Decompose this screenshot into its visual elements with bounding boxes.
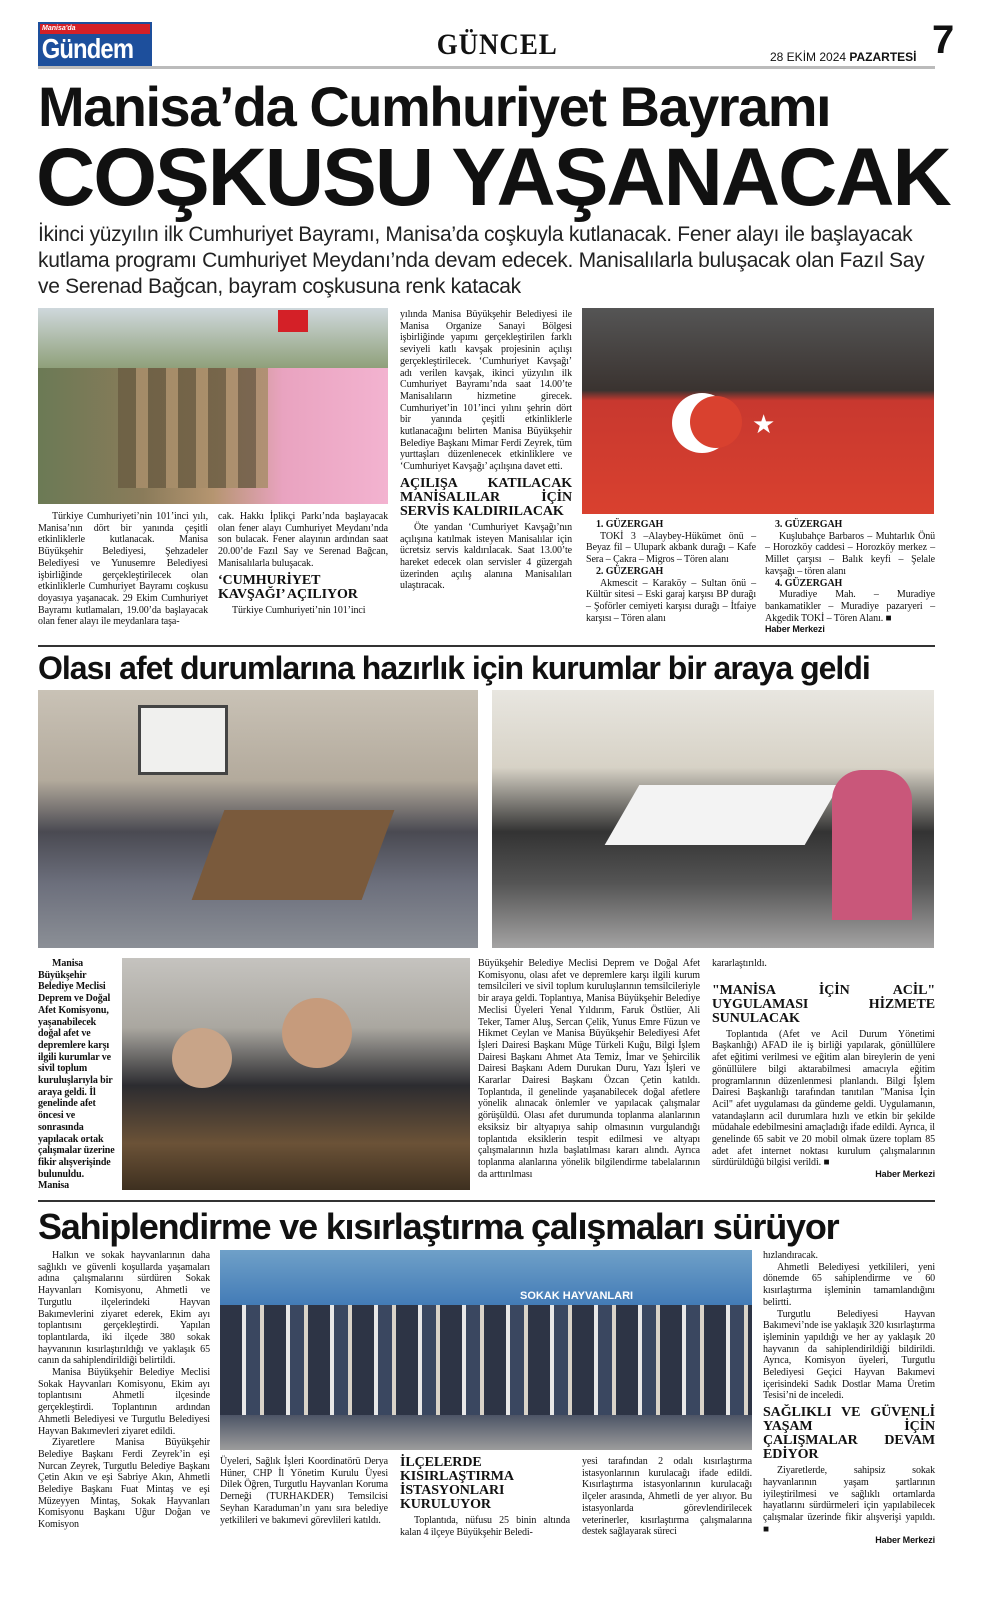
article-column: [400, 1456, 570, 1538]
article-column: [38, 511, 208, 628]
day-text: PAZARTESİ: [849, 50, 917, 64]
star-icon: ★: [752, 410, 776, 439]
paragraph: Akmescit – Karaköy – Sultan önü – Kültür sitesi – Eski garaj karşısı BP durağı – Şoförler cemiyeti karşısı durağı – İtfaiye karşısı – Tören alanı: [586, 577, 756, 624]
paragraph: Türkiye Cumhuriyeti’nin 101’inci yılı, Manisa’nın dört bir yanında çeşitli etkinliklerle kutlanacak. Manisa Büyükşehir Belediyesi, Şehzadeler Belediyesi ve Yunusemre Belediyesi işbirliğinde gerçekleştirilecek olan etkinliklerle Cumhuriyet Bayramı coşkusu doyasıya yaşanacak. 29 Ekim Cumhuriyet Bayramı kutlamaları, 19.00’da başlayacak olan fener alayı ile meydanlara taşa-: [38, 511, 208, 628]
paragraph: Ziyaretlerde, sahipsiz sokak hayvanlarının yaşam şartlarının iyileştirilmesi ve sağlıklı ortamlarda hayatlarını sürdürmeleri için yapılabilecek çalışmalar üzerinde fikir alışverişi yapıldı. ■: [763, 1465, 935, 1535]
subheading: ‘CUMHURİYET KAVŞAĞI’ AÇILIYOR: [218, 572, 358, 602]
article-column: [218, 511, 388, 616]
headline-secondary: COŞKUSU YAŞANACAK: [36, 132, 950, 223]
headline: Olası afet durumlarına hazırlık için kurumlar bir araya geldi: [38, 650, 870, 686]
meeting-photo: [122, 958, 470, 1190]
paragraph: Halkın ve sokak hayvanlarının daha sağlıklı ve güvenli koşullarda yaşamaları adına çalışmalarını sürdüren Sokak Hayvanları Komisyonu, Ahmetli ve Turgutlu ilçelerindeki Hayvan Bakımevlerini ziyaret ederek, Ekim ayı toplantısını gerçekleştirdi. Yapılan toplantılarda, iki ilçede 380 sokak hayvanının kısırlaştırıldığı ve yaklaşık 65 canın da sahiplendirildiği belirtildi.: [38, 1250, 210, 1367]
paragraph: 2. GÜZERGAH: [596, 565, 664, 577]
newspaper-logo: [38, 22, 152, 66]
divider: [38, 66, 935, 69]
paragraph: TOKİ 3 –Alaybey-Hükümet önü – Beyaz fil – Ulupark akbank durağı – Kafe Sera – Çakra – Migros – Tören alanı: [586, 530, 756, 566]
page-number: 7: [932, 18, 955, 62]
byline: Haber Merkezi: [875, 1169, 935, 1180]
paragraph: yesi tarafından 2 odalı kısırlaştırma istasyonlarının kurulacağı ifade edildi. Kısırlaştırma istasyonlarının kurulacağı ilçeler arasında, Ahmetli de yer alıyor. Bu istasyonlarda görevlendirilecek veterinerler, kısırlaştırma çalışmalarına destek sağlayarak süreci: [582, 1456, 752, 1538]
subheading: "MANİSA İÇİN ACİL" UYGULAMASI HİZMETE SUNULACAK: [712, 982, 935, 1026]
route-list: [765, 519, 935, 634]
headline-main: Manisa’da Cumhuriyet Bayramı: [38, 75, 831, 138]
paragraph: Büyükşehir Belediye Meclisi Deprem ve Doğal Afet Komisyonu, olası afet ve depremlere karşı ilgili kurum temsilcileri ve sivil toplum kuruluşlarının temsilcileriyle bir araya geldi. Toplantıya, Manisa Büyükşehir Belediye Meclisi Üyeleri Yenal Yıldırım, Faruk Östlüer, Ali Teker, Tamer Aluş, Sercan Çelik, Yunus Emre Füzun ve Hikmet Ceylan ve Manisa Büyükşehir Belediyesi Afet İşleri Dairesi Başkanı Müge Türkeli Kuğu, Bilgi İşlem Dairesi Başkanı Ahmet Ata Temiz, İmar ve Şehircilik Dairesi Başkanı Adem Durukan Duru, Yazı İşleri ve Kararlar Dairesi Başkanı Özcan Çetin katıldı. Toplantıda, il genelinde yaşanabilecek doğal afetlere yönelik alınacak önlemler ve yapılacak çalışmalar görüşüldü. Olası afet durumunda toplanma alanlarının eksiksiz bir altyapıya sahip olmasının vurgulandığı toplantıda eksiklerin tespit edilmesi ve altyapı çalışmalarının hızla başlatılması kararı alındı. Ayrıca toplanma alanlarına yönelik bilgilendirme tabelalarının da arttırılması: [478, 958, 700, 1180]
paragraph: Öte yandan ‘Cumhuriyet Kavşağı’nın açılışına katılmak isteyen Manisalılar için ücretsiz servis kaldırılacak. Saat 13.00’te hareket edecek olan servisler 4 güzergah üzerinden açılış alanına Manisalıları ulaştıracak.: [400, 521, 572, 592]
article-column: [38, 1250, 210, 1531]
paragraph: Toplantıda (Afet ve Acil Durum Yönetimi Başkanlığı) AFAD ile iş birliği yapılarak, gönüllülere afet eğitimi verilmesi ve eğitim alan bireylerin de yeni gönüllülere bilgi aktarabilmesi amacıyla eğitim programlarının düzenlenmesi planlandı. Bilgi İşlem Dairesi Başkanlığı tarafından tanıtılan "Manisa İçin Acil" afet uygulaması da gündeme geldi. Uygulamanın, vatandaşların acil durumlara hızlı ve etkin bir şekilde müdahale edebilmesini amaçladığı ifade edildi. Ayrıca, il genelinde 65 sabit ve 20 mobil olmak üzere toplam 85 adet afet internet noktası kurulum çalışmalarının sürdürüldüğü bilgisi verildi. ■: [712, 1028, 935, 1169]
date-text: 28 EKİM 2024: [770, 50, 847, 64]
byline: Haber Merkezi: [765, 624, 825, 635]
section-title: GÜNCEL: [436, 28, 558, 61]
paragraph: yılında Manisa Büyükşehir Belediyesi ile Manisa Organize Sanayi Bölgesi işbirliğinde yapımı gerçekleştirilen farklı seviyeli katlı kavşak projesinin açılışı gerçekleştirilecek. ‘Cumhuriyet Kavşağı’ adı verilen kavşak, ikinci yüzyılın ilk Cumhuriyet Bayramı’nda saat 14.00’te Manisalıların hizmetine girecek. Cumhuriyet’in 101’inci yılını şehrin dört bir yanında çeşitli etkinliklerle kutlanacağını belirten Manisa Büyükşehir Belediye Başkanı Mimar Ferdi Zeyrek, tüm yurttaşları düzenlenecek etkinliklere ve ‘Cumhuriyet Kavşağı’ açılışına davet etti.: [400, 309, 572, 473]
subheading: İLÇELERDE KISIRLAŞTIRMA İSTASYONLARI KURULUYOR: [400, 1455, 514, 1512]
issue-date: [770, 50, 917, 64]
banner-text: SOKAK HAYVANLARI: [520, 1290, 634, 1302]
paragraph: Muradiye Mah. – Muradiye bankamatikler – Muradiye pazaryeri – Akgedik TOKİ – Tören Alanı. ■: [765, 589, 935, 624]
parade-photo: [38, 308, 388, 504]
article-column: [712, 958, 935, 1179]
paragraph: Türkiye Cumhuriyeti’nin 101’inci: [232, 604, 366, 616]
paragraph: cak. Hakkı İplikçi Parkı’nda başlayacak olan fener alayı Cumhuriyet Meydanı’nda son bulacak. Fener alayının ardından saat 20.00’de Fazıl Say ve Serenad Bağcan, Manisalılarla buluşacak.: [218, 511, 388, 569]
subheading: AÇILIŞA KATILACAK MANİSALILAR İÇİN SERVİS KALDIRILACAK: [400, 475, 572, 519]
article-column: [763, 1250, 935, 1545]
paragraph: 4. GÜZERGAH: [775, 577, 843, 589]
meeting-photo: [38, 690, 478, 948]
paragraph: 1. GÜZERGAH: [596, 519, 664, 530]
paragraph: Ziyaretlere Manisa Büyükşehir Belediye Başkanı Ferdi Zeyrek’in eşi Nurcan Zeyrek, Turgutlu Belediye Başkanı Çetin Akın ve eşi Sabriye Akın, Ahmetli Belediye Başkanı Fuat Mintaş ve eşi Müzeyyen Mintaş, Sokak Hayvanları Komisyonu Başkanı Uğur Doğan ve Komisyon: [38, 1437, 210, 1531]
article-column: [582, 1456, 752, 1538]
logo-name: Gündem: [41, 33, 134, 64]
paragraph: Manisa Büyükşehir Belediye Meclisi Deprem ve Doğal Afet Komisyonu, yaşanabilecek doğal afet ve depremlere karşı ilgili kurumlar ve sivil toplum kuruluşlarıyla bir araya geldi. İl genelinde afet öncesi ve sonrasında yapılacak ortak çalışmalar üzerine fikir alışverişinde bulunuldu. Manisa: [38, 958, 115, 1192]
article-column: [400, 309, 572, 592]
route-list: [586, 519, 756, 624]
headline: Sahiplendirme ve kısırlaştırma çalışmaları sürüyor: [38, 1206, 839, 1247]
story-deck: İkinci yüzyılın ilk Cumhuriyet Bayramı, Manisa’da coşkuyla kutlanacak. Fener alayı ile başlayacak kutlama programı Cumhuriyet Meydanı’nda devam edecek. Manisalılarla buluşacak olan Fazıl Say ve Serenad Bağcan, bayram coşkusuna renk katacak: [38, 223, 925, 298]
flag-crowd-photo: [582, 308, 934, 514]
subheading: SAĞLIKLI VE GÜVENLİ YAŞAM İÇİN ÇALIŞMALAR DEVAM EDİYOR: [763, 1405, 935, 1463]
paragraph: 3. GÜZERGAH: [775, 519, 843, 530]
meeting-photo: [492, 690, 934, 948]
paragraph: Üyeleri, Sağlık İşleri Koordinatörü Derya Hüner, CHP İl Yönetim Kurulu Üyesi Dilek Öğren, Turgutlu Hayvanları Koruma Derneği (TURHAKDER) Temsilcisi Seyhan Karaduman’ın yanı sıra belediye yetkilileri ve bakımevi görevlileri katıldı.: [220, 1456, 388, 1526]
paragraph: Toplantıda, nüfusu 25 binin altında kalan 4 ilçeye Büyükşehir Beledi-: [400, 1515, 570, 1538]
logo-top: Manisa'da: [40, 24, 150, 34]
article-column: [220, 1456, 388, 1526]
paragraph: Manisa Büyükşehir Belediye Meclisi Sokak Hayvanları Komisyonu, Ekim ayı toplantısını Ahmetli ilçesinde gerçekleştirdi. Toplantının ardından Ahmetli Belediyesi ve Turgutlu Belediyesi Hayvan Bakımevleri ziyaret edildi.: [38, 1367, 210, 1437]
article-column: [38, 958, 116, 1192]
divider: [38, 645, 935, 647]
paragraph: kararlaştırıldı.: [712, 958, 767, 969]
paragraph: Ahmetli Belediyesi yetkilileri, yeni dönemde 65 sahiplendirme ve 60 kısırlaştırma işleminin tamamlandığını belirtti.: [763, 1261, 935, 1308]
paragraph: Turgutlu Belediyesi Hayvan Bakımevi’nde ise yaklaşık 320 kısırlaştırma işleminin yapıldığı ve her ay yaklaşık 20 hayvanın da sahiplendirildiği bildirildi. Ayrıca, Komisyon üyeleri, Turgutlu Belediyesi Geçici Hayvan Bakımevi içerisindeki Sadık Dostlar Mama Üretim Tesisi’ni de inceledi.: [763, 1308, 935, 1402]
divider: [38, 1200, 935, 1202]
group-photo: [220, 1250, 752, 1450]
article-column: [478, 958, 700, 1180]
paragraph: hızlandıracak.: [763, 1250, 818, 1261]
byline: Haber Merkezi: [875, 1535, 935, 1546]
paragraph: Kuşlubahçe Barbaros – Muhtarlık Önü – Horozköy caddesi – Horozköy merkez – Millet çarşısı – Balık keyfi – Şelale kavşağı – tören alanı: [765, 530, 935, 577]
